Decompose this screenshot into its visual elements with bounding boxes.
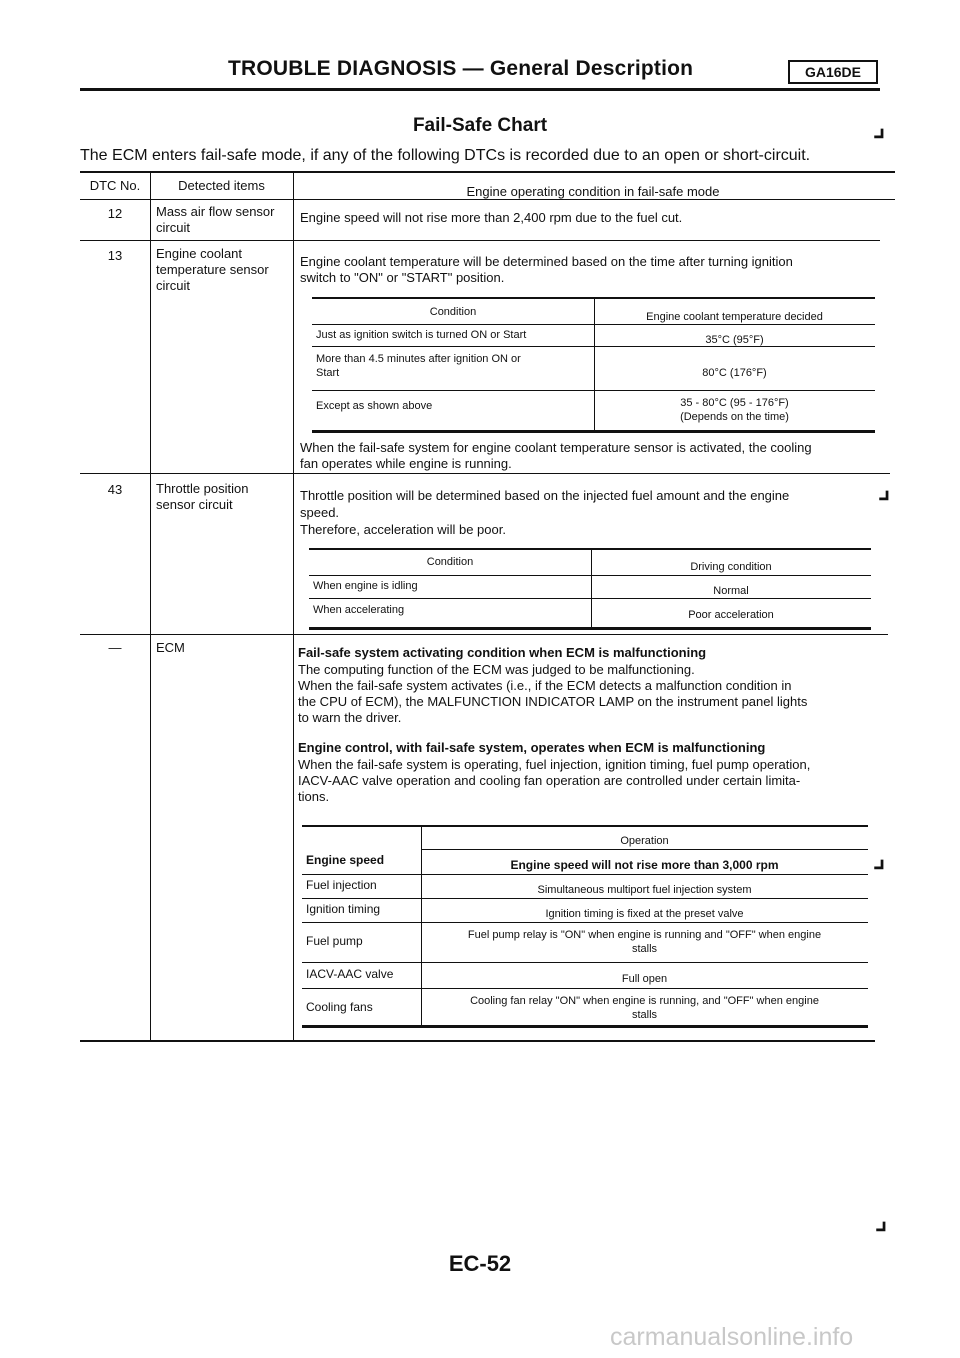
op-val-fuel-injection: Simultaneous multiport fuel injection system <box>537 884 752 896</box>
coolant-sub-val-1: 35°C (95°F) <box>705 334 764 346</box>
dtc-13: 13 <box>107 248 123 263</box>
op-label-engine-speed: Engine speed <box>306 853 385 867</box>
throttle-subtable-top <box>309 548 871 550</box>
coolant-sub-rule-1 <box>312 324 875 325</box>
op-rule-4 <box>302 962 868 963</box>
coolant-sub-rule-3 <box>312 390 875 391</box>
op-label-ignition-timing: Ignition timing <box>306 902 381 916</box>
throttle-sub-rule-2 <box>309 598 871 599</box>
check-mark-icon: ⌟ <box>873 843 886 873</box>
coolant-sub-val-3: 35 - 80°C (95 - 176°F) (Depends on the time) <box>680 397 789 423</box>
throttle-sub-header-driving: Driving condition <box>690 561 772 573</box>
detected-item-ecm: ECM <box>156 640 185 655</box>
throttle-sub-header-condition: Condition <box>426 556 474 568</box>
condition-13: Engine coolant temperature will be determined based on the time after turning ignition switch to "ON" or "START" position. <box>300 254 793 285</box>
throttle-sub-rule-1 <box>309 575 871 576</box>
coolant-note: When the fail-safe system for engine coolant temperature sensor is activated, the cooling fan operates while engine is running. <box>300 440 812 471</box>
op-val-iacv: Full open <box>621 973 668 985</box>
op-val-fuel-pump: Fuel pump relay is "ON" when engine is running and "OFF" when engine stalls <box>467 929 822 955</box>
chart-title: Fail-Safe Chart <box>412 115 548 136</box>
coolant-sub-cond-3: Except as shown above <box>316 400 433 412</box>
ecm-paragraph-1: The computing function of the ECM was judged to be malfunctioning. When the fail-safe system activates (i.e., if the ECM detects a malfunction condition in the CPU of ECM), the MALFUNCTION INDICATOR LAMP on the instrument panel lights to warn the driver. <box>298 662 808 725</box>
op-rule-5 <box>302 988 868 989</box>
dtc-43: 43 <box>107 482 123 497</box>
page-number: EC-52 <box>448 1251 512 1276</box>
col-header-dtc: DTC No. <box>89 178 141 193</box>
coolant-sub-header-condition: Condition <box>429 306 477 318</box>
table-top-rule <box>80 171 895 173</box>
condition-12: Engine speed will not rise more than 2,400 rpm due to the fuel cut. <box>300 210 683 225</box>
col-header-items: Detected items <box>178 178 265 193</box>
op-val-engine-speed: Engine speed will not rise more than 3,000 rpm <box>510 858 779 872</box>
row-rule-12 <box>80 240 880 241</box>
ecm-heading-1: Fail-safe system activating condition when ECM is malfunctioning <box>298 645 707 660</box>
col-divider-1 <box>150 171 151 1041</box>
coolant-sub-cond-2: More than 4.5 minutes after ignition ON or Start <box>316 353 521 379</box>
op-label-iacv: IACV-AAC valve <box>306 967 394 981</box>
table-bottom-rule <box>80 1040 875 1042</box>
throttle-subtable-bottom <box>309 627 871 630</box>
op-label-fuel-pump: Fuel pump <box>306 934 363 948</box>
detected-item-12: Mass air flow sensor circuit <box>156 204 275 235</box>
coolant-sub-rule-2 <box>312 346 875 347</box>
intro-text: The ECM enters fail-safe mode, if any of the following DTCs is recorded due to an open or short-circuit. <box>80 147 811 164</box>
throttle-sub-val-2: Poor acceleration <box>688 609 774 621</box>
col-divider-2 <box>293 171 294 1041</box>
coolant-sub-cond-1: Just as ignition switch is turned ON or Start <box>316 329 527 341</box>
dtc-ecm: — <box>108 640 122 655</box>
check-mark-icon: ⌟ <box>875 1205 888 1235</box>
op-label-fuel-injection: Fuel injection <box>306 878 377 892</box>
coolant-sub-header-temp: Engine coolant temperature decided <box>646 311 823 323</box>
op-rule-2 <box>302 898 868 899</box>
op-val-ignition-timing: Ignition timing is fixed at the preset valve <box>545 908 744 920</box>
op-rule-3 <box>302 922 868 923</box>
throttle-sub-cond-2: When accelerating <box>313 604 405 616</box>
ecm-heading-2: Engine control, with fail-safe system, operates when ECM is malfunctioning <box>298 740 766 755</box>
page-header-title: TROUBLE DIAGNOSIS — General Description <box>228 57 694 80</box>
col-header-condition: Engine operating condition in fail-safe mode <box>466 184 720 199</box>
op-rule-1 <box>302 874 868 875</box>
row-rule-43 <box>80 634 888 635</box>
header-rule <box>80 88 880 91</box>
operation-subtable-bottom <box>302 1025 868 1028</box>
detected-item-13: Engine coolant temperature sensor circuit <box>156 246 269 293</box>
ecm-paragraph-2: When the fail-safe system is operating, fuel injection, ignition timing, fuel pump operation, IACV-AAC valve operation and cooling fan operation are controlled under certain limita- tions. <box>298 757 811 804</box>
coolant-subtable-bottom <box>312 430 875 433</box>
operation-header: Operation <box>620 835 669 847</box>
engine-badge: GA16DE <box>788 60 878 84</box>
op-val-cooling-fans: Cooling fan relay "ON" when engine is running, and "OFF" when engine stalls <box>470 995 819 1021</box>
condition-43: Throttle position will be determined based on the injected fuel amount and the engine speed. Therefore, acceleration will be poor. <box>300 488 790 537</box>
detected-item-43: Throttle position sensor circuit <box>156 481 249 512</box>
throttle-sub-val-1: Normal <box>713 585 749 597</box>
op-label-cooling-fans: Cooling fans <box>306 1000 373 1014</box>
check-mark-icon: ⌟ <box>878 474 891 504</box>
watermark: carmanualsonline.info <box>610 1323 854 1351</box>
row-rule-13 <box>80 473 890 474</box>
check-mark-icon: ⌟ <box>873 112 886 142</box>
throttle-sub-cond-1: When engine is idling <box>313 580 418 592</box>
operation-subtable-top <box>302 825 868 827</box>
coolant-sub-val-2: 80°C (176°F) <box>702 367 767 379</box>
dtc-12: 12 <box>107 206 123 221</box>
operation-header-rule <box>421 849 868 850</box>
